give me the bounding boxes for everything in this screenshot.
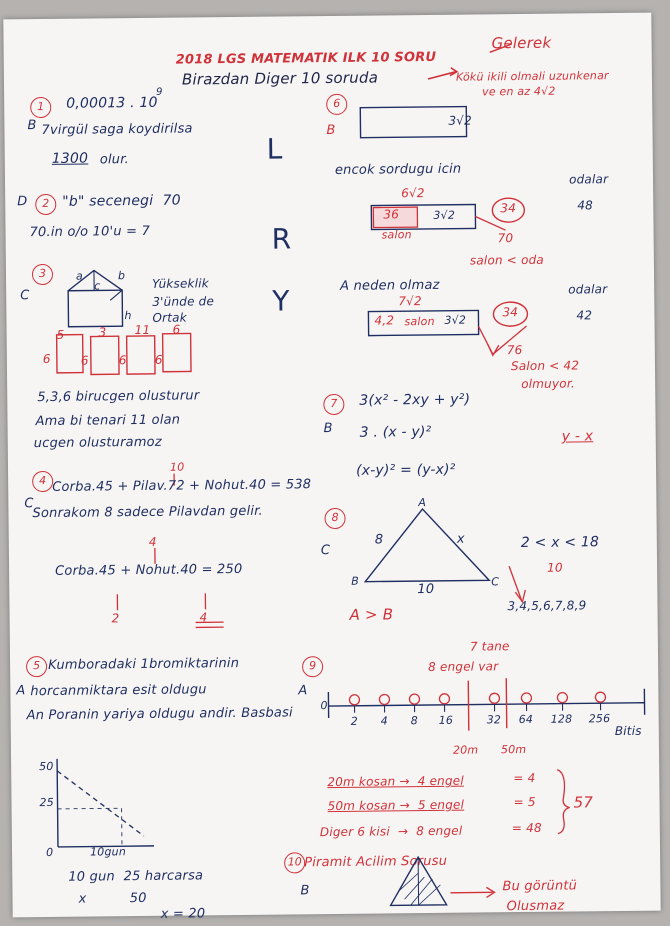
q9-calc-2: 50m kosan → 5 engel [327,797,465,814]
q8-list: 3,4,5,6,7,8,9 [507,598,587,614]
q9-end-label: Bitis [614,723,642,739]
q10-note-2: Olusmaz [506,898,565,915]
q9-calc-1-result: = 4 [513,770,536,786]
q6-row2-d: 34 [502,305,519,320]
q6-row2-b: 4,2 [374,313,395,328]
q5-chart-ymid: 25 [39,795,54,810]
q6-compare-2: Salon < 42 [510,358,580,374]
question-10-number: 10 [284,852,305,873]
q6-row2-below: 76 [506,342,523,358]
q8-side-bottom: 10 [417,581,435,598]
q6-row2-c: 3√2 [444,313,467,327]
letter-r: R [271,222,292,256]
q8-side-left: 8 [374,532,384,548]
q6-row1-d: 34 [500,201,517,216]
q3-conclusion-3: ucgen olusturamoz [33,434,162,452]
q9-calc-3: Diger 6 kisi → 8 engel [319,823,463,840]
question-2-answer: D [17,194,28,210]
header-arrow-note: Kökü ikili olmali uzunkenar [455,69,609,84]
q3-label-a: a [75,269,84,283]
q5-calc-3: x = 20 [160,906,206,922]
q1-line-3: olur. [99,152,129,168]
q1-line-2: 1300 [51,150,89,167]
question-7-answer: B [323,420,333,437]
q2-line-2: 70.in o/o 10'u = 7 [29,223,151,241]
q6-compare-1: salon < oda [469,252,545,268]
q3-strip-top-3: 11 [134,322,151,338]
q3-strip-num-2: 6 [80,353,89,368]
q3-strip-num-1: 6 [42,351,51,367]
q3-label-h: h [124,309,132,323]
q9-note-top-2: 8 engel var [428,659,499,675]
question-5-number: 5 [26,656,47,677]
question-6-number: 6 [326,94,347,115]
q9-tick-8: 256 [588,712,611,726]
q7-line-3: (x-y)² = (y-x)² [355,461,456,479]
question-2-number: 2 [35,194,56,215]
q5-calc-2: x 50 [78,890,147,907]
q7-line-1: 3(x² - 2xy + y²) [359,391,471,409]
q3-note-1: Yükseklik [152,276,209,291]
q9-tick-5: 32 [486,713,502,727]
q6-row2-a: 7√2 [398,294,422,309]
q6-row2-blabel: salon [404,314,435,329]
q1-line-1: 7virgül saga koydirilsa [41,121,193,139]
q10-pyramid-figure [3,13,660,918]
q9-calc-1: 20m kosan → 4 engel [327,773,464,790]
q8-inequality: 2 < x < 18 [520,534,600,552]
question-3-number: 3 [32,264,53,285]
question-8-answer: C [320,543,331,559]
q4-sub-2: 4 [199,610,208,625]
q5-calc-1: 10 gun 25 harcarsa [68,868,204,885]
q3-conclusion-1: 5,3,6 birucgen olusturur [37,388,200,406]
q1-exponent: 9 [156,86,163,98]
q9-mark-1: 20m [452,743,479,757]
q4-line-1: Corba.45 + Pilav.72 + Nohut.40 = 538 [52,477,312,495]
question-9-number: 9 [302,656,323,677]
q5-line-2: horcanmiktara esit oldugu [30,682,207,700]
q9-mark-2: 50m [500,742,527,757]
question-1-answer: B [27,118,37,134]
q3-strip-num-4: 6 [154,352,163,367]
q5-chart-origin: 0 [45,845,54,860]
q3-strip-num-3: 6 [118,353,127,368]
q4-sub-1: 2 [111,611,120,626]
q9-calc-2-result: = 5 [513,794,536,810]
q6-row2-odalar: odalar [568,282,608,297]
q3-note-3: Ortak [152,310,187,325]
q10-note-1: Bu görüntü [502,878,578,895]
q9-tick-1: 2 [350,714,358,728]
q6-row1-b: 36 [383,207,400,222]
question-8-number: 8 [324,508,345,529]
q3-label-c: c [94,279,101,293]
q6-note: encok sordugu icin [334,161,462,178]
question-4-answer: C [24,496,34,512]
q6-row1-c: 3√2 [433,208,456,222]
q9-start-label: 0 [320,699,328,713]
q6-q2-line: A neden olmaz [340,277,440,294]
q7-result: y - x [561,428,594,445]
q5-line-3: An Poranin yariya oldugu andir. Basbasi [26,705,293,724]
q8-vertex-a: A [418,496,427,510]
q6-row1-a: 6√2 [401,186,425,201]
question-7-number: 7 [323,394,344,415]
header-arrow-note-2: ve en az 4√2 [482,84,556,99]
q4-over-value: 10 [169,460,185,474]
q9-tick-3: 8 [410,714,418,728]
q6-row2-odalar-value: 42 [576,308,593,323]
paper-sheet [3,13,660,922]
question-10-answer: B [300,883,310,899]
q4-line-3: Corba.45 + Nohut.40 = 250 [55,561,243,579]
q3-note-2: 3'ünde de [152,294,215,309]
question-3-answer: C [20,288,30,304]
q6-row1-odalar: odalar [568,172,609,187]
q5-line-1: Kumboradaki 1bromiktarinin [48,655,240,673]
q5-chart-ytop: 50 [39,759,54,774]
question-4-number: 4 [32,471,53,492]
header-subtitle: Birazdan Diger 10 soruda [181,68,379,89]
q4-mark-4: 4 [148,534,157,549]
q3-label-b: b [117,269,126,283]
q8-vertex-b: B [351,574,360,588]
q8-vertex-c: C [491,575,500,589]
q6-row1-odalar-value: 48 [577,198,594,213]
q9-calc-3-result: = 48 [511,820,542,836]
q9-tick-2: 4 [380,714,388,728]
q8-side-right: x [456,531,465,547]
q8-conclusion: A > B [349,605,394,624]
q9-total: 57 [573,793,594,812]
q9-note-top-1: 7 tane [469,639,510,654]
question-6-answer: B [326,122,336,139]
q4-line-2: Sonrakom 8 sadece Pilavdan gelir. [32,503,263,522]
q5-chart-xlabel: 10gun [89,845,127,859]
question-9-answer: A [298,683,308,699]
q8-count: 10 [547,560,563,575]
letter-l: L [266,132,283,166]
q3-strip-top-1: 5 [56,327,65,342]
document-title: 2018 LGS MATEMATIK ILK 10 SORU [175,49,437,68]
question-5-answer: A [16,683,26,699]
q3-conclusion-2: Ama bi tenari 11 olan [35,412,181,430]
q6-compare-3: olmuyor. [521,376,575,392]
q1-expression: 0,00013 . 10 [66,94,158,112]
q10-title: Piramit Acilim Sorusu [304,853,448,871]
q6-row1-below: 70 [497,231,514,246]
q6-top-label: 3√2 [448,113,473,128]
letter-y: Y [272,284,290,318]
q2-line-1: "b" secenegi 70 [62,192,181,210]
q3-strip-top-4: 6 [172,322,181,337]
q6-row1-label: salon [381,228,412,242]
q7-line-2: 3 . (x - y)² [359,423,432,441]
q9-tick-4: 16 [438,713,454,727]
header-note-red: Gelerek [491,33,552,53]
q3-strip-top-2: 3 [98,325,107,340]
question-1-number: 1 [30,97,51,118]
q9-tick-6: 64 [518,712,534,727]
q9-tick-7: 128 [550,712,573,726]
